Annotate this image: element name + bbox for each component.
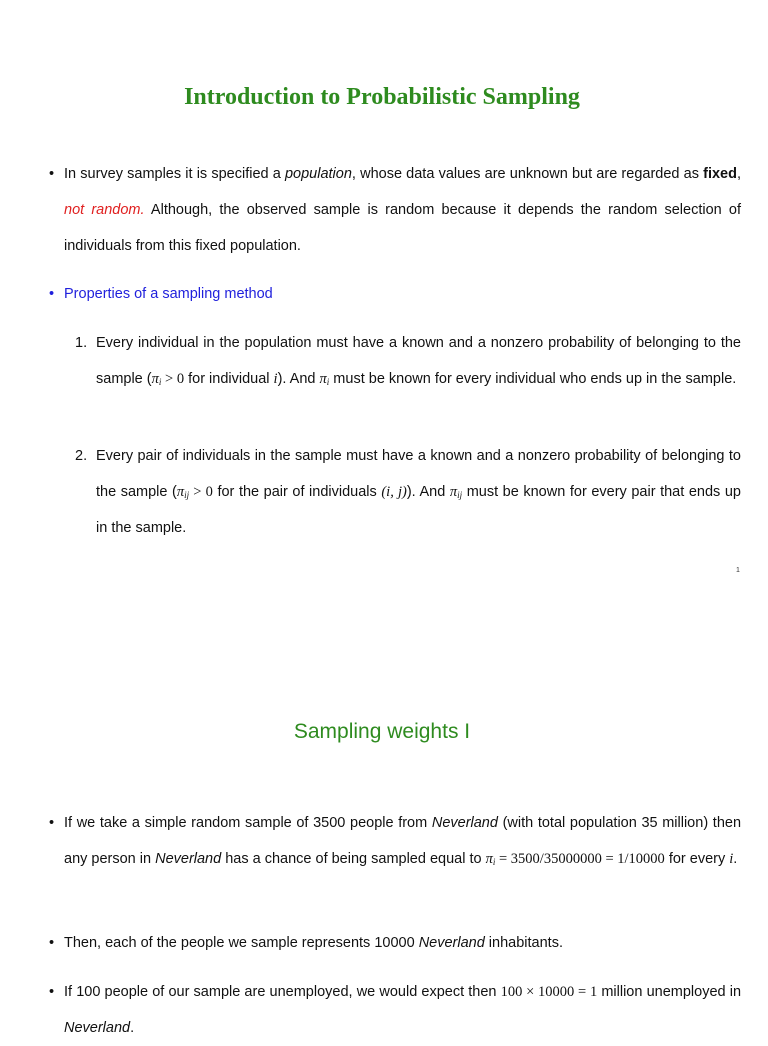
text: Although, the observed sample is random because it depends the random selection of individuals from this fixed population. bbox=[64, 202, 741, 254]
text: for individual bbox=[184, 371, 274, 387]
text: inhabitants. bbox=[484, 935, 563, 951]
text: has a chance of being sampled equal to bbox=[221, 851, 486, 867]
text: must be known for every individual who ends up in the sample. bbox=[329, 371, 737, 387]
text: . bbox=[130, 1020, 135, 1036]
math: $\pi_{ij} > 0$ bbox=[176, 484, 213, 500]
slide-2 bbox=[0, 600, 768, 1036]
bold-text: fixed bbox=[703, 166, 737, 182]
math: 100 × 10000 = 1 bbox=[500, 984, 598, 1000]
emphasis: Neverland bbox=[155, 851, 222, 867]
page-number: 1 bbox=[736, 567, 740, 574]
slide-title: Introduction to Probabilistic Sampling bbox=[184, 84, 580, 110]
bullet-unemployed bbox=[64, 974, 741, 1046]
bullet-properties: • Properties of a sampling method bbox=[64, 276, 741, 312]
text: Every pair of individuals in the sample must have a known and a nonzero probability of belonging to the sample ( bbox=[96, 448, 741, 500]
math: (i, j) bbox=[381, 484, 407, 500]
emphasis: Neverland bbox=[64, 1020, 131, 1036]
enum-item-2 bbox=[75, 438, 741, 546]
text: . bbox=[733, 851, 738, 867]
text: must be known for every pair that ends up in the sample. bbox=[96, 484, 741, 536]
bullet-represents bbox=[64, 925, 741, 961]
math: $\pi_i = 3500/35000000 = 1/10000$ bbox=[485, 851, 665, 867]
text: , bbox=[736, 166, 741, 182]
text: ). And bbox=[406, 484, 450, 500]
bullet-neverland-sample bbox=[64, 805, 741, 877]
text: ). And bbox=[277, 371, 320, 387]
bullet-population bbox=[64, 156, 741, 264]
text: In survey samples it is specified a bbox=[64, 166, 285, 182]
emphasis: population bbox=[284, 166, 352, 182]
text: If 100 people of our sample are unemployed, we would expect then bbox=[64, 984, 501, 1000]
math: $\pi_i > 0$ bbox=[151, 371, 185, 387]
text: If we take a simple random sample of 3500 people from bbox=[64, 815, 432, 831]
math: $\pi_i$ bbox=[319, 371, 330, 387]
text: (with total population 35 million) then any person in bbox=[64, 815, 742, 867]
math: i bbox=[273, 371, 278, 387]
emphasis: Neverland bbox=[418, 935, 485, 951]
text: for the pair of individuals bbox=[212, 484, 382, 500]
slide-title: Sampling weights I bbox=[293, 720, 471, 743]
math: i bbox=[729, 851, 734, 867]
text: million unemployed in bbox=[597, 984, 742, 1000]
text: Then, each of the people we sample represents 10000 bbox=[64, 935, 419, 951]
text: , whose data values are unknown but are regarded as bbox=[351, 166, 704, 182]
emphasis: Neverland bbox=[431, 815, 498, 831]
red-text: not random. bbox=[64, 202, 145, 218]
math: $\pi_{ij}$ bbox=[449, 484, 463, 500]
item-number: 1. bbox=[75, 335, 88, 351]
text: for every bbox=[664, 851, 730, 867]
enum-item-1 bbox=[75, 325, 741, 397]
item-number: 2. bbox=[75, 448, 88, 464]
text: Every individual in the population must have a known and a nonzero probability of belonging to the sample ( bbox=[96, 335, 741, 387]
